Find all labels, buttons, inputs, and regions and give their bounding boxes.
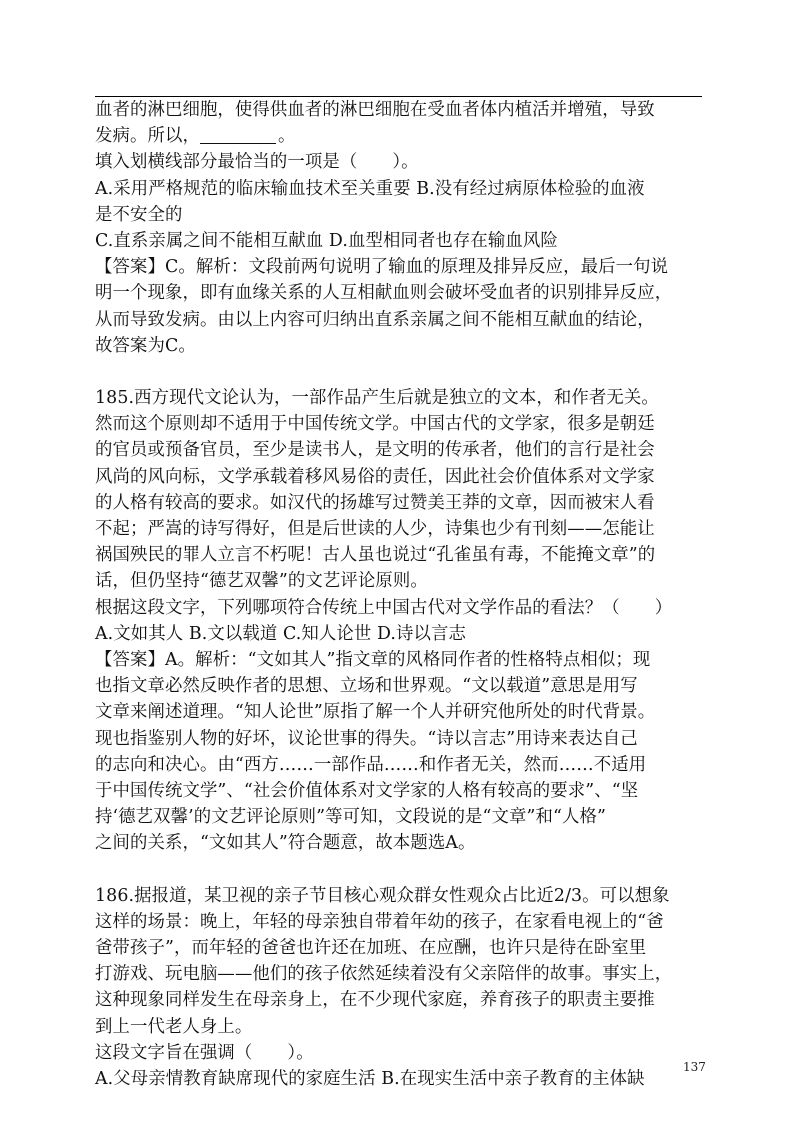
answer-line: 现也指鉴别人物的好坏，议论世事的得失。“诗以言志”用诗来表达自己	[95, 728, 638, 749]
passage-text: 发病。所以，	[95, 126, 200, 147]
passage-line: 话，但仍坚持“德艺双馨”的文艺评论原则。	[95, 571, 428, 592]
answer-line: 之间的关系，“文如其人”符合题意，故本题选A。	[95, 833, 476, 854]
passage-line: 血者的淋巴细胞，使得供血者的淋巴细胞在受血者体内植活并增殖，导致	[95, 100, 655, 120]
question-prompt: 填入划横线部分最恰当的一项是（ ）。	[95, 152, 419, 173]
passage-line: 爸带孩子”，而年轻的爸爸也许还在加班、在应酬，也许只是待在卧室里	[95, 938, 647, 958]
page-number: 137	[683, 1060, 706, 1074]
passage-line: 185.西方现代文论认为，一部作品产生后就是独立的文本，和作者无关。	[95, 388, 659, 409]
option-line: A.采用严格规范的临床输血技术至关重要 B.没有经过病原体检验的血液	[95, 178, 645, 199]
passage-line: 打游戏、玩电脑——他们的孩子依然延续着没有父亲陪伴的故事。事实上，	[95, 964, 673, 985]
fill-in-blank	[200, 125, 276, 144]
section-spacer	[95, 856, 707, 882]
question-184-continuation	[95, 97, 707, 359]
question-prompt: 根据这段文字，下列哪项符合传统上中国古代对文学作品的看法？（ ）	[95, 597, 673, 618]
question-185	[95, 385, 707, 856]
passage-line-with-blank	[95, 123, 707, 149]
section-spacer	[95, 359, 707, 385]
answer-line: 持‘德艺双馨’的文艺评论原则”等可知，文段说的是“文章”和“人格”	[95, 807, 606, 828]
question-prompt: 这段文字旨在强调（ ）。	[95, 1042, 314, 1063]
question-186	[95, 883, 707, 1093]
answer-line: 故答案为C。	[95, 335, 196, 356]
passage-line: 祸国殃民的罪人立言不朽呢！古人虽也说过“孔雀虽有毒，不能掩文章”的	[95, 545, 656, 566]
passage-line: 这样的场景：晚上，年轻的母亲独自带着年幼的孩子，在家看电视上的“爸	[95, 911, 664, 932]
option-line: A.父母亲情教育缺席现代的家庭生活 B.在现实生活中亲子教育的主体缺	[95, 1068, 645, 1089]
option-line: C.直系亲属之间不能相互献血 D.血型相同者也存在输血风险	[95, 230, 558, 251]
answer-line: 【答案】A。解析：“文如其人”指文章的风格同作者的性格特点相似；现	[95, 649, 651, 670]
passage-line: 风尚的风向标，文学承载着移风易俗的责任，因此社会价值体系对文学家	[95, 466, 655, 487]
passage-line: 的官员或预备官员，至少是读书人，是文明的传承者，他们的言行是社会	[95, 440, 655, 461]
answer-line: 明一个现象，即有血缘关系的人互相献血则会破坏受血者的识别排异反应，	[95, 283, 673, 304]
page-content	[95, 97, 707, 1092]
passage-line: 然而这个原则却不适用于中国传统文学。中国古代的文学家，很多是朝廷	[95, 414, 655, 435]
passage-line: 到上一代老人身上。	[95, 1016, 253, 1037]
answer-line: 【答案】C。解析：文段前两句说明了输血的原理及排异反应，最后一句说	[95, 257, 669, 278]
passage-suffix: 。	[277, 126, 296, 147]
answer-line: 也指文章必然反映作者的思想、立场和世界观。“文以载道”意思是用写	[95, 676, 638, 697]
option-line: 是不安全的	[95, 204, 183, 225]
option-line: A.文如其人 B.文以载道 C.知人论世 D.诗以言志	[95, 623, 466, 644]
answer-line: 于中国传统文学”、“社会价值体系对文学家的人格有较高的要求”、“坚	[95, 780, 639, 801]
answer-line: 文章来阐述道理。“知人论世”原指了解一个人并研究他所处的时代背景。	[95, 702, 656, 723]
passage-line: 的人格有较高的要求。如汉代的扬雄写过赞美王莽的文章，因而被宋人看	[95, 492, 655, 513]
answer-line: 的志向和决心。由“西方……一部作品……和作者无关，然而……不适用	[95, 754, 647, 775]
passage-line: 不起；严嵩的诗写得好，但是后世读的人少，诗集也少有刊刻——怎能让	[95, 519, 655, 539]
answer-line: 从而导致发病。由以上内容可归纳出直系亲属之间不能相互献血的结论，	[95, 309, 655, 330]
passage-line: 186.据报道，某卫视的亲子节目核心观众群女性观众占比近2/3。可以想象	[95, 885, 670, 906]
passage-line: 这种现象同样发生在母亲身上，在不少现代家庭，养育孩子的职责主要推	[95, 990, 655, 1011]
